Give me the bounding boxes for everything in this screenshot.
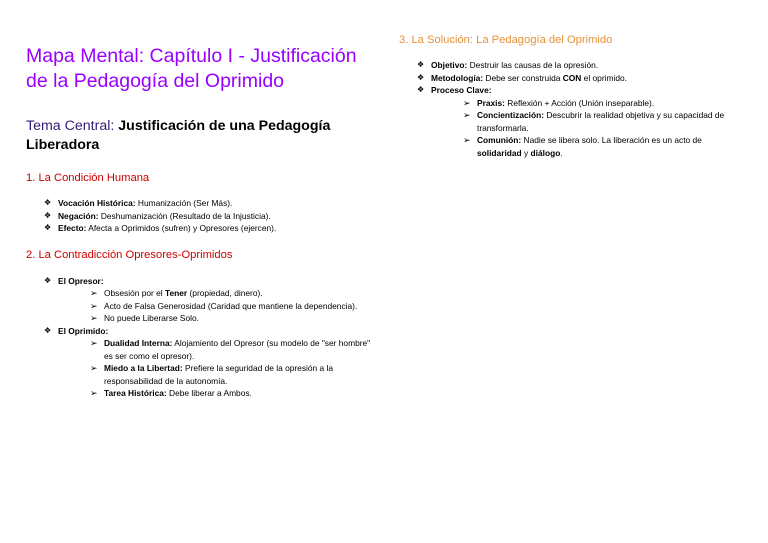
left-column (26, 44, 376, 400)
item-text: (propiedad, dinero). (187, 288, 263, 298)
arrow-bullet-icon: ➢ (90, 300, 98, 311)
diamond-bullet-icon: ❖ (417, 60, 425, 69)
item-text: Debe ser construida (483, 72, 563, 83)
list-item (90, 337, 376, 362)
list-item (90, 387, 376, 400)
diamond-bullet-icon: ❖ (44, 223, 52, 232)
item-text: Destruir las causas de la opresión. (467, 60, 599, 70)
item-text: Prefiere la seguridad de la opresión a la responsabilidad de la autonomía. (104, 363, 334, 386)
item-text: Alojamiento del Opresor (su modelo de "ser hombre" es ser como el opresor). (104, 338, 371, 361)
central-topic-label: Tema Central (26, 118, 111, 134)
item-term: Negación: (58, 210, 99, 221)
section-3-list (399, 59, 744, 159)
list-item (463, 134, 744, 159)
diamond-bullet-icon: ❖ (417, 85, 425, 94)
arrow-bullet-icon: ➢ (463, 135, 471, 145)
item-text: y (521, 147, 531, 158)
item-text: Nadie se libera solo. La liberación es un acto de (521, 135, 702, 145)
central-topic (26, 117, 376, 155)
item-text: Acto de Falsa Generosidad (Caridad que mantiene la dependencia). (104, 300, 358, 311)
list-item (44, 197, 376, 210)
item-text: Reflexión + Acción (Unión inseparable). (504, 97, 655, 108)
item-text: Afecta a Oprimidos (sufren) y Opresores (ejercen). (86, 223, 277, 233)
arrow-bullet-icon: ➢ (90, 388, 98, 398)
item-term: Objetivo: (431, 60, 468, 70)
key-process-sublist (431, 97, 744, 160)
section-3-title: 3. La Solución: La Pedagogía del Oprimido (399, 34, 613, 46)
diamond-bullet-icon: ❖ (44, 325, 52, 335)
central-topic-text: Justificación de una Pedagogía Liberadora (26, 118, 331, 153)
list-item (44, 210, 376, 223)
item-term: Proceso Clave: (431, 85, 492, 95)
section-2-list (26, 275, 376, 400)
list-item (90, 300, 376, 313)
diamond-bullet-icon: ❖ (417, 72, 425, 82)
item-text: el oprimido. (581, 72, 627, 83)
list-item-objective (417, 59, 744, 72)
arrow-bullet-icon: ➢ (463, 110, 471, 120)
item-text: Humanización (Ser Más). (135, 198, 233, 208)
right-column (399, 33, 744, 159)
item-term: Praxis: (477, 97, 505, 108)
central-topic-separator: : (110, 118, 115, 134)
item-text: No puede Liberarse Solo. (104, 313, 199, 323)
page-title: Mapa Mental: Capítulo I - Justificación de la Pedagogía del Oprimido (26, 45, 357, 92)
arrow-bullet-icon: ➢ (90, 338, 98, 348)
item-term: Concientización: (477, 110, 545, 120)
item-term: Tarea Histórica: (104, 388, 167, 398)
section-1-title: 1. La Condición Humana (26, 172, 150, 184)
item-text: Obsesión por el (104, 288, 165, 298)
oppressor-sublist (58, 287, 376, 325)
list-item (463, 97, 744, 110)
item-term: Dualidad Interna: (104, 338, 173, 348)
list-item (90, 287, 376, 300)
item-term: Vocación Histórica: (58, 198, 136, 208)
item-emphasis: solidaridad (477, 147, 522, 158)
arrow-bullet-icon: ➢ (463, 97, 471, 108)
section-2-title: 2. La Contradicción Opresores-Oprimidos (26, 248, 233, 261)
item-text: Deshumanización (Resultado de la Injusticia). (98, 210, 271, 221)
list-item-oppressed (44, 325, 376, 400)
arrow-bullet-icon: ➢ (90, 363, 98, 373)
item-term: Efecto: (58, 223, 87, 233)
item-emphasis: CON (562, 72, 582, 83)
item-term: Comunión: (477, 135, 522, 145)
list-item-oppressor (44, 275, 376, 325)
list-item-methodology (417, 72, 744, 85)
list-item (90, 362, 376, 387)
list-item (463, 109, 744, 134)
diamond-bullet-icon: ❖ (44, 275, 52, 285)
item-emphasis: diálogo (530, 147, 561, 158)
arrow-bullet-icon: ➢ (90, 313, 98, 323)
item-text: Descubrir la realidad objetiva y su capacidad de transformarla. (477, 110, 725, 133)
item-text: Debe liberar a Ambos. (166, 388, 252, 398)
diamond-bullet-icon: ❖ (44, 198, 52, 207)
list-item (44, 222, 376, 235)
item-term: Metodología: (431, 72, 484, 83)
section-1-list (26, 197, 376, 235)
item-term: Tener (165, 288, 188, 298)
item-term: Miedo a la Libertad: (104, 363, 183, 373)
item-term: El Opresor: (58, 275, 104, 286)
diamond-bullet-icon: ❖ (44, 210, 52, 220)
arrow-bullet-icon: ➢ (90, 288, 98, 298)
list-item-key-process (417, 84, 744, 159)
item-text: . (560, 147, 563, 158)
item-term: El Oprimido: (58, 325, 109, 336)
list-item (90, 312, 376, 325)
oppressed-sublist (58, 337, 376, 400)
